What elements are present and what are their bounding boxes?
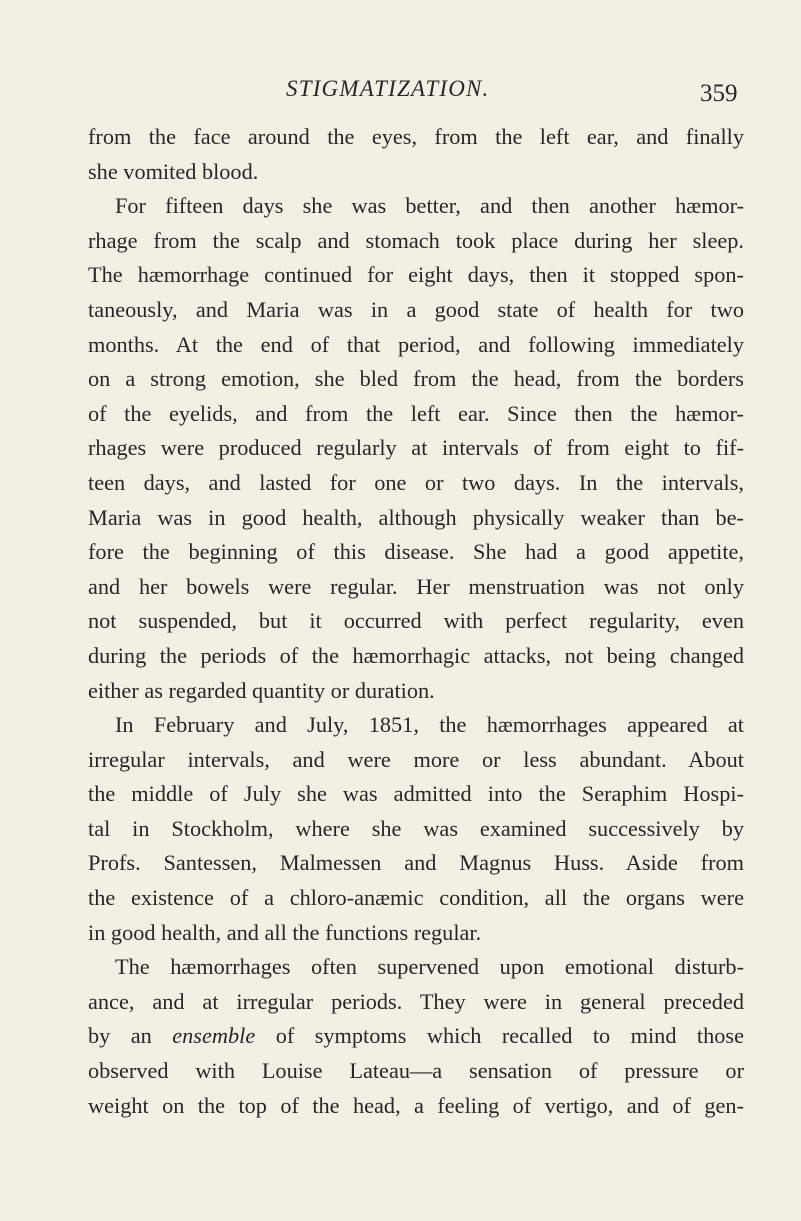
- page-number: 359: [700, 80, 738, 107]
- text-line: on a strong emotion, she bled from the head, from the borders: [88, 366, 744, 392]
- text-line: of the eyelids, and from the left ear. Since then the hæmor-: [88, 400, 744, 426]
- text-line: tal in Stockholm, where she was examined successively by: [88, 815, 744, 841]
- text-line: weight on the top of the head, a feeling of vertigo, and of gen-: [88, 1092, 744, 1118]
- text-line: rhages were produced regularly at intervals of from eight to fif-: [88, 435, 744, 461]
- text-line: and her bowels were regular. Her menstruation was not only: [88, 573, 744, 599]
- text-line: from the face around the eyes, from the left ear, and finally: [88, 124, 744, 149]
- text-line-with-italic: [88, 1019, 744, 1054]
- text-line: she vomited blood.: [88, 158, 259, 184]
- body-text: [88, 120, 744, 1123]
- text-line: Profs. Santessen, Malmessen and Magnus Huss. Aside from: [88, 850, 744, 876]
- paragraph-start-line: The hæmorrhages often supervened upon emotional disturb-: [115, 954, 744, 980]
- text-line: the middle of July she was admitted into the Seraphim Hospi-: [88, 781, 744, 807]
- text-line: The hæmorrhage continued for eight days, then it stopped spon-: [88, 262, 744, 288]
- running-title: STIGMATIZATION.: [286, 76, 490, 101]
- text-line: fore the beginning of this disease. She had a good appetite,: [88, 539, 744, 565]
- running-head: [0, 70, 801, 110]
- text-line: teen days, and lasted for one or two days. In the intervals,: [88, 469, 744, 495]
- text-line: taneously, and Maria was in a good state of health for two: [88, 296, 744, 322]
- text-line: either as regarded quantity or duration.: [88, 677, 435, 703]
- text-line: the existence of a chloro-anæmic condition, all the organs were: [88, 885, 744, 911]
- text-line: observed with Louise Lateau—a sensation of pressure or: [88, 1058, 744, 1084]
- paragraph-start-line: In February and July, 1851, the hæmorrhages appeared at: [115, 712, 744, 738]
- text-line: not suspended, but it occurred with perfect regularity, even: [88, 608, 744, 634]
- italic-term: ensemble: [172, 1023, 256, 1049]
- text-line: rhage from the scalp and stomach took place during her sleep.: [88, 227, 744, 253]
- text-run: of symptoms which recalled to mind those: [255, 1023, 744, 1049]
- text-line: ance, and at irregular periods. They were in general preceded: [88, 988, 744, 1014]
- text-line: months. At the end of that period, and following immediately: [88, 331, 744, 357]
- text-run: by an: [88, 1023, 173, 1049]
- paragraph-start-line: For fifteen days she was better, and then another hæmor-: [115, 193, 744, 219]
- text-line: Maria was in good health, although physically weaker than be-: [88, 504, 744, 530]
- text-line: in good health, and all the functions regular.: [88, 919, 482, 945]
- text-line: during the periods of the hæmorrhagic attacks, not being changed: [88, 642, 744, 668]
- text-line: irregular intervals, and were more or less abundant. About: [88, 746, 744, 772]
